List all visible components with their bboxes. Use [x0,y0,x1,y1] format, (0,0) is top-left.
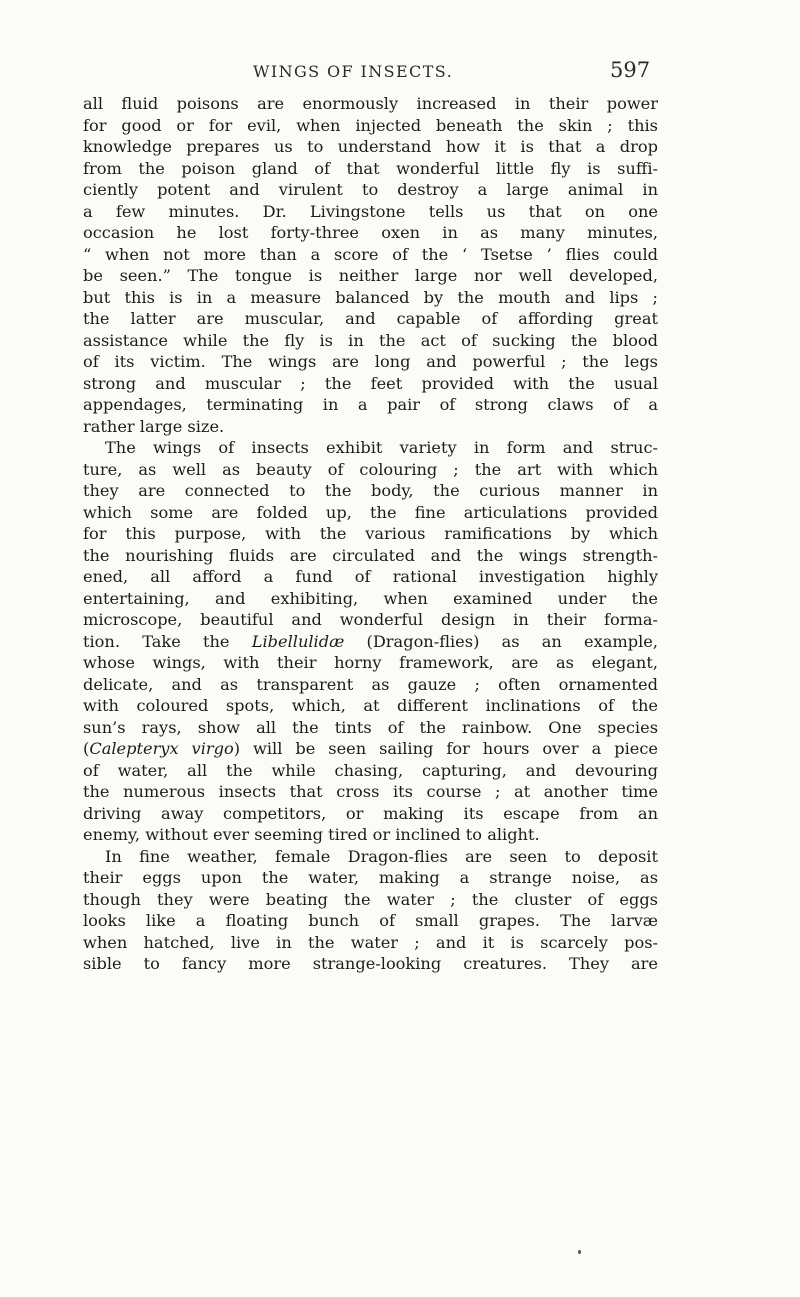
text-line [83,416,658,438]
text-line [83,523,658,545]
text-line [83,502,658,524]
text-line [83,330,658,352]
text-line [83,459,658,481]
text-segment: looks like a floating bunch of small grapes. The larvæ [83,911,658,930]
text-segment: driving away competitors, or making its escape from an [83,803,658,823]
text-segment: for this purpose, with the various ramifications by which [83,524,658,543]
text-line [83,889,658,911]
text-segment: In fine weather, female Dragon-flies are seen to deposit [105,846,658,866]
text-line [83,867,658,889]
italic-term: Libellulidæ [251,631,345,651]
text-line [83,609,658,631]
text-line [83,93,658,115]
text-segment: appendages, terminating in a pair of strong claws of a [83,395,658,414]
text-line [83,674,658,696]
text-line [83,738,658,760]
text-segment: occasion he lost forty-three oxen in as many minutes, [83,223,658,242]
print-speck [578,1250,581,1254]
text-segment: the numerous insects that cross its course ; at another time [83,782,658,801]
text-line [83,781,658,803]
text-segment: the nourishing fluids are circulated and the wings strength- [83,545,658,565]
text-line [83,760,658,782]
text-segment: sun’s rays, show all the tints of the rainbow. One species [83,717,658,737]
text-line [83,394,658,416]
text-segment: the latter are muscular, and capable of affording great [83,309,658,328]
text-segment: they are connected to the body, the curious manner in [83,481,658,500]
text-line [83,480,658,502]
text-segment: delicate, and as transparent as gauze ; often ornamented [83,674,658,694]
text-line [83,652,658,674]
text-segment: their eggs upon the water, making a strange noise, as [83,868,658,887]
text-segment: entertaining, and exhibiting, when examined under the [83,588,658,608]
text-segment: all fluid poisons are enormously increased in their power [83,94,658,113]
text-line [83,631,658,653]
text-line [83,115,658,137]
text-segment: of its victim. The wings are long and powerful ; the legs [83,352,658,371]
text-line [83,717,658,739]
text-segment: assistance while the fly is in the act of sucking the blood [83,330,658,350]
text-segment: rather large size. [83,416,225,436]
text-segment: whose wings, with their horny framework, are as elegant, [83,653,658,672]
text-segment: enemy, without ever seeming tired or inclined to alight. [83,825,540,844]
text-segment: microscope, beautiful and wonderful design in their forma- [83,610,658,629]
text-segment: though they were beating the water ; the cluster of eggs [83,889,658,909]
text-segment: ( [83,739,90,758]
text-segment: “ when not more than a score of the ‘ Tsetse ’ flies could [83,244,658,264]
text-line [83,953,658,975]
text-segment: The wings of insects exhibit variety in form and struc- [105,438,658,457]
text-line [83,201,658,223]
text-segment: strong and muscular ; the feet provided with the usual [83,373,658,393]
text-segment: ciently potent and virulent to destroy a large animal in [83,180,658,199]
text-line [83,244,658,266]
text-segment: from the poison gland of that wonderful little fly is suffi- [83,158,658,178]
text-line [83,373,658,395]
text-segment: sible to fancy more strange-looking creatures. They are [83,954,658,973]
text-segment: knowledge prepares us to understand how it is that a drop [83,137,658,156]
text-line [83,136,658,158]
text-line [83,158,658,180]
text-line [83,437,658,459]
italic-term: Calepteryx virgo [89,739,234,758]
text-segment: but this is in a measure balanced by the mouth and lips ; [83,287,658,307]
text-segment: a few minutes. Dr. Livingstone tells us that on one [83,201,658,221]
text-line [83,222,658,244]
text-line [83,824,658,846]
text-segment: with coloured spots, which, at different inclinations of the [83,696,658,715]
text-line [83,910,658,932]
running-title: WINGS OF INSECTS. [253,62,454,81]
text-segment: which some are folded up, the fine articulations provided [83,502,658,522]
body-text [83,93,658,975]
text-line [83,287,658,309]
text-line [83,351,658,373]
text-line [83,588,658,610]
text-segment: (Dragon-flies) as an example, [344,631,658,651]
text-segment: when hatched, live in the water ; and it is scarcely pos- [83,932,658,952]
text-line [83,846,658,868]
text-segment: ture, as well as beauty of colouring ; the art with which [83,459,658,479]
text-segment: of water, all the while chasing, capturing, and devouring [83,760,658,780]
text-line [83,265,658,287]
text-line [83,695,658,717]
text-segment: be seen.” The tongue is neither large nor well developed, [83,266,658,285]
text-line [83,308,658,330]
text-segment: for good or for evil, when injected beneath the skin ; this [83,115,658,135]
text-line [83,179,658,201]
text-segment: ) will be seen sailing for hours over a piece [233,739,658,758]
text-segment: ened, all afford a fund of rational investigation highly [83,567,658,586]
text-segment: tion. Take the [83,631,252,651]
text-line [83,803,658,825]
page-number: 597 [610,58,651,82]
text-line [83,566,658,588]
text-line [83,545,658,567]
text-line [83,932,658,954]
